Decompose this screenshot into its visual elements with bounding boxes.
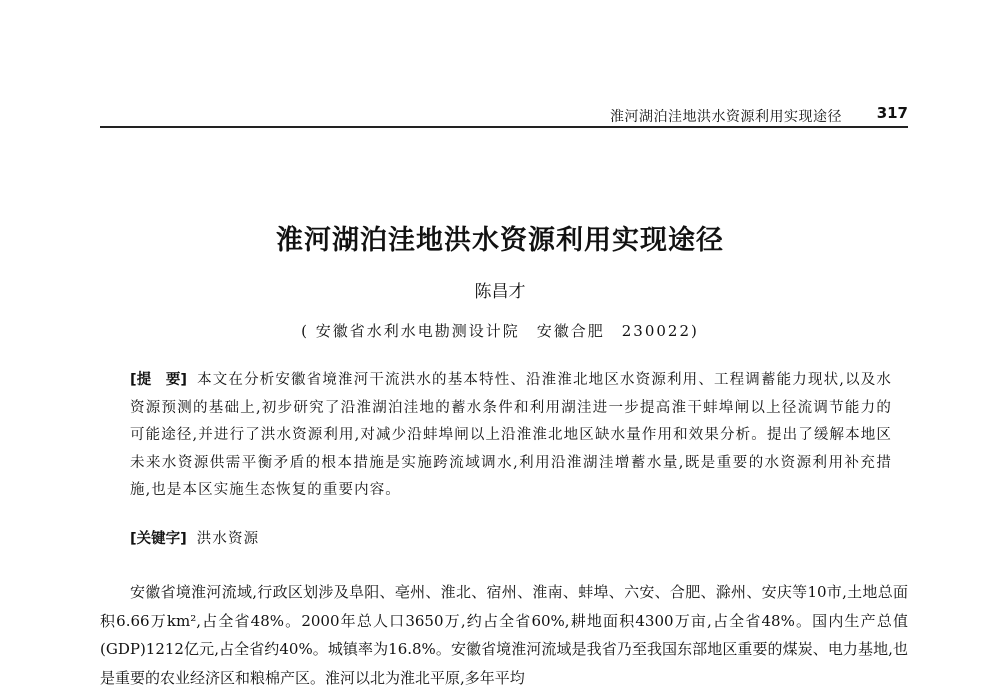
paper-title: 淮河湖泊洼地洪水资源利用实现途径 bbox=[276, 225, 724, 256]
page-number: 317 bbox=[876, 104, 908, 122]
abstract bbox=[130, 367, 892, 505]
keywords-label: [关键字] bbox=[130, 531, 187, 547]
keywords bbox=[130, 527, 892, 548]
keywords-text: 洪水资源 bbox=[196, 531, 260, 547]
running-header bbox=[100, 98, 908, 128]
abstract-label: [提 要] bbox=[130, 372, 188, 388]
body-paragraph: 安徽省境淮河流域,行政区划涉及阜阳、亳州、淮北、宿州、淮南、蚌埠、六安、合肥、滁州、安庆等10市,土地总面积6.66万km²,占全省48%。2000年总人口3650万,约占全省60%,耕地面积4300万亩,占全省48%。国内生产总值(GDP)1212亿元,占全省约40%。城镇率为16.8%。安徽省境淮河流域是我省乃至我国东部地区重要的煤炭、电力基地,也是重要的农业经济区和粮棉产区。淮河以北为淮北平原,多年平均 bbox=[100, 583, 908, 687]
running-title: 淮河湖泊洼地洪水资源利用实现途径 bbox=[610, 109, 842, 125]
abstract-text: 本文在分析安徽省境淮河干流洪水的基本特性、沿淮淮北地区水资源利用、工程调蓄能力现状,以及水资源预测的基础上,初步研究了沿淮湖泊洼地的蓄水条件和利用湖洼进一步提高淮干蚌埠闸以上径流调节能力的可能途径,并进行了洪水资源利用,对减少沿蚌埠闸以上沿淮淮北地区缺水量作用和效果分析。提出了缓解本地区未来水资源供需平衡矛盾的根本措施是实施跨流域调水,利用沿淮湖洼增蓄水量,既是重要的水资源利用补充措施,也是本区实施生态恢复的重要内容。 bbox=[130, 372, 892, 498]
affiliation: ( 安徽省水利水电勘测设计院 安徽合肥 230022) bbox=[301, 322, 699, 340]
author: 陈昌才 bbox=[474, 282, 526, 302]
